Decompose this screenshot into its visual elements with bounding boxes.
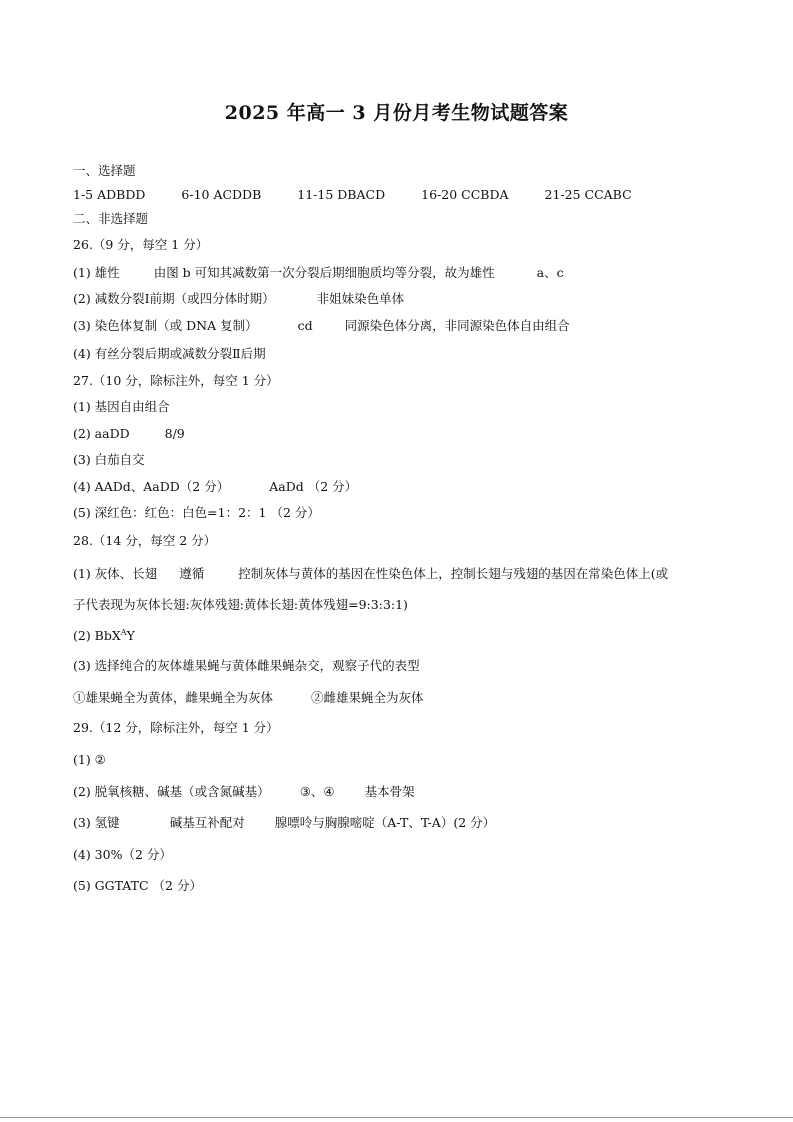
answer-text: 由图 b 可知其减数第一次分裂后期细胞质均等分裂，故为雄性	[153, 265, 495, 280]
q27-answer-3: (3) 白茄自交	[73, 452, 145, 467]
genotype-superscript: A	[120, 627, 127, 637]
page-title: 2025 年高一 3 月份月考生物试题答案	[224, 102, 569, 124]
q26-answer-2	[73, 290, 404, 308]
answer-text: AaDd （2 分）	[269, 479, 358, 494]
answer-text: ②雌雄果蝇全为灰体	[311, 690, 424, 705]
q26-answer-4: (4) 有丝分裂后期或减数分裂Ⅱ后期	[73, 346, 266, 361]
q29-answer-1: (1) ②	[73, 752, 106, 767]
choice-answer-group: 1-5 ADBDD	[73, 187, 146, 202]
q28-answer-3: (3) 选择纯合的灰体雄果蝇与黄体雌果蝇杂交，观察子代的表型	[73, 658, 420, 673]
q26-header: 26.（9 分，每空 1 分）	[73, 237, 209, 252]
q28-answer-4	[73, 689, 424, 707]
q29-header: 29.（12 分，除标注外，每空 1 分）	[73, 720, 279, 735]
nonchoice-heading: 二、非选择题	[73, 211, 149, 226]
q28-answer-2	[73, 627, 135, 645]
answer-text: cd	[297, 318, 313, 333]
answer-text: 同源染色体分离，非同源染色体自由组合	[344, 318, 570, 333]
q28-answer-1	[73, 565, 668, 583]
answer-text: (3) 染色体复制（或 DNA 复制）	[73, 318, 258, 333]
choice-answer-group: 6-10 ACDDB	[181, 187, 262, 202]
answer-text: 碱基互补配对	[169, 815, 245, 830]
answer-text: 控制灰体与黄体的基因在性染色体上，控制长翅与残翅的基因在常染色体上(或	[238, 566, 669, 581]
answer-text: (1) 雄性	[73, 265, 120, 280]
choice-answers-row	[73, 186, 632, 204]
answer-text: (2) 减数分裂Ⅰ前期（或四分体时期）	[73, 291, 275, 306]
q29-answer-4: (4) 30%（2 分）	[73, 847, 172, 862]
q28-header: 28.（14 分，每空 2 分）	[73, 533, 217, 548]
answer-text: 8/9	[164, 426, 185, 441]
genotype-text: (2) BbX	[73, 628, 121, 643]
choice-heading: 一、选择题	[73, 163, 136, 178]
page-bottom-divider	[0, 1117, 793, 1118]
q26-answer-1	[73, 264, 564, 282]
answer-text: (3) 氢键	[73, 815, 120, 830]
q28-answer-1-continued: 子代表现为灰体长翅:灰体残翅:黄体长翅:黄体残翅=9:3:3:1)	[73, 597, 408, 612]
genotype-text: Y	[126, 628, 135, 643]
answer-text: 遵循	[179, 566, 205, 581]
q26-answer-3	[73, 317, 570, 335]
q29-answer-2	[73, 783, 415, 801]
answer-text: 腺嘌呤与胸腺嘧啶（A-T、T-A）(2 分）	[274, 815, 496, 830]
answer-text: (4) AADd、AaDD（2 分）	[73, 479, 230, 494]
q27-header: 27.（10 分，除标注外，每空 1 分）	[73, 373, 279, 388]
q29-answer-3	[73, 814, 495, 832]
answer-text: 基本骨架	[364, 784, 415, 799]
answer-text: 非姐妹染色单体	[316, 291, 405, 306]
answer-text: (2) 脱氧核糖、碱基（或含氮碱基）	[73, 784, 270, 799]
q27-answer-1: (1) 基因自由组合	[73, 399, 170, 414]
choice-answer-group: 21-25 CCABC	[544, 187, 632, 202]
q27-answer-2	[73, 425, 185, 443]
answer-text: (1) 灰体、长翅	[73, 566, 158, 581]
choice-answer-group: 11-15 DBACD	[297, 187, 386, 202]
answer-text: ①雄果蝇全为黄体，雌果蝇全为灰体	[73, 690, 274, 705]
answer-text: a、c	[536, 265, 564, 280]
q29-answer-5: (5) GGTATC （2 分）	[73, 878, 202, 893]
q27-answer-4	[73, 478, 357, 496]
choice-answer-group: 16-20 CCBDA	[421, 187, 509, 202]
answer-text: (2) aaDD	[73, 426, 130, 441]
answer-text: ③、④	[299, 784, 335, 799]
q27-answer-5: (5) 深红色：红色：白色=1：2：1 （2 分）	[73, 505, 320, 520]
